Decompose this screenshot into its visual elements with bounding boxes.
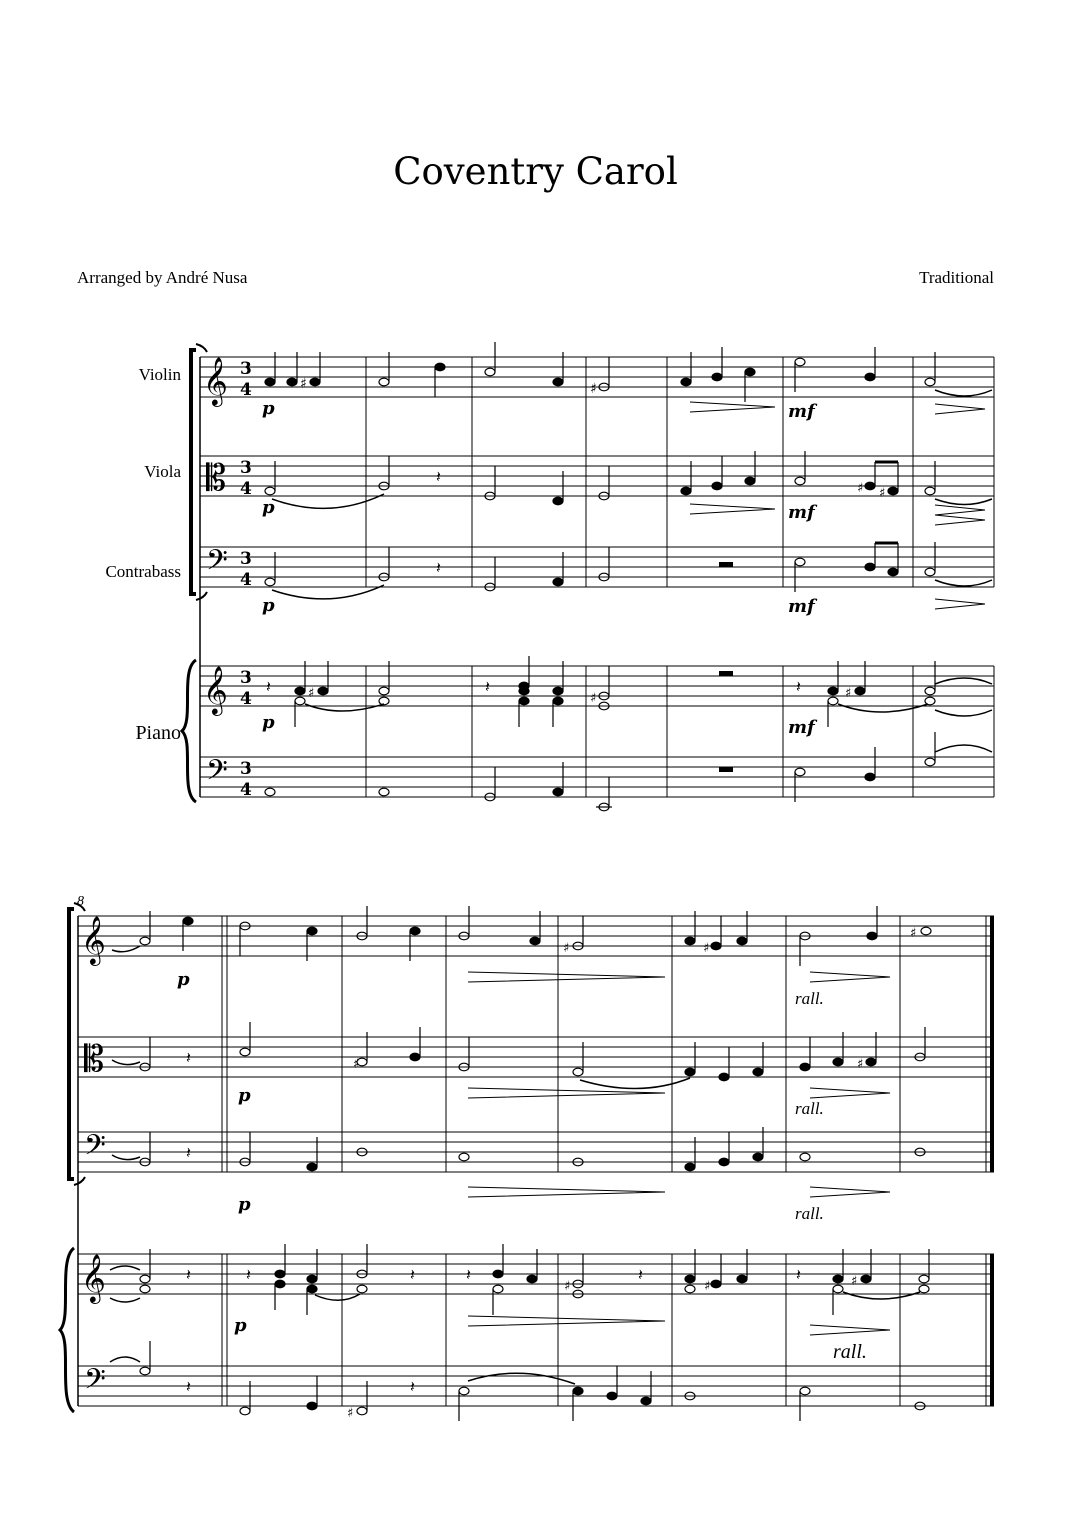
svg-text:𝄞: 𝄞	[81, 1253, 106, 1302]
svg-text:𝄽: 𝄽	[638, 1265, 643, 1284]
measure-number: 8	[77, 894, 84, 909]
svg-text:♯: ♯	[857, 481, 864, 496]
svg-text:p: p	[177, 969, 190, 990]
svg-text:rall.: rall.	[795, 989, 824, 1008]
instrument-label-contrabass: Contrabass	[105, 562, 181, 581]
svg-text:♯: ♯	[308, 686, 315, 701]
svg-text:♯: ♯	[845, 686, 852, 701]
piano-treble-notes-sys2	[140, 1244, 929, 1315]
svg-text:𝄞: 𝄞	[203, 356, 228, 405]
svg-text:𝄞: 𝄞	[81, 915, 106, 964]
instrument-label-viola: Viola	[144, 462, 181, 481]
svg-text:𝄢: 𝄢	[206, 544, 228, 584]
svg-text:𝄽: 𝄽	[246, 1265, 251, 1284]
svg-text:4: 4	[240, 780, 252, 800]
svg-text:mf: mf	[788, 401, 815, 422]
svg-text:♯: ♯	[910, 926, 917, 941]
svg-text:♯: ♯	[851, 1274, 858, 1289]
svg-text:p: p	[234, 1315, 247, 1336]
page-title: Coventry Carol	[393, 150, 678, 193]
svg-text:p: p	[262, 497, 275, 518]
svg-text:♯: ♯	[300, 376, 307, 392]
svg-text:𝄡: 𝄡	[206, 458, 227, 499]
barlines-piano-2	[222, 1254, 992, 1406]
svg-text:♯: ♯	[857, 1057, 864, 1072]
svg-text:𝄽: 𝄽	[186, 1143, 191, 1162]
violin-staff-2	[78, 916, 994, 956]
piano-treble-notes-sys1	[295, 656, 935, 727]
piano-bass-notes-sys2	[140, 1341, 925, 1421]
svg-text:4: 4	[240, 479, 252, 499]
svg-text:𝄢: 𝄢	[84, 1363, 106, 1403]
svg-text:𝄞: 𝄞	[203, 665, 228, 714]
svg-text:p: p	[262, 595, 275, 616]
time-signatures	[240, 359, 252, 800]
svg-text:♯: ♯	[564, 1279, 571, 1294]
svg-text:4: 4	[240, 570, 252, 590]
instrument-label-violin: Violin	[138, 365, 181, 384]
svg-text:p: p	[238, 1194, 251, 1215]
svg-text:♯: ♯	[590, 381, 597, 397]
barlines-strings	[366, 357, 994, 587]
svg-text:𝄢: 𝄢	[206, 754, 228, 794]
svg-text:𝄢: 𝄢	[84, 1129, 106, 1169]
svg-text:rall.: rall.	[795, 1099, 824, 1118]
svg-text:𝄽: 𝄽	[485, 677, 490, 696]
svg-text:𝄡: 𝄡	[84, 1039, 105, 1080]
svg-text:♯: ♯	[590, 691, 597, 706]
svg-text:𝄽: 𝄽	[466, 1265, 471, 1284]
svg-text:𝄽: 𝄽	[186, 1377, 191, 1396]
svg-text:♯: ♯	[347, 1406, 354, 1421]
svg-text:𝄽: 𝄽	[410, 1377, 415, 1396]
svg-text:rall.: rall.	[795, 1204, 824, 1223]
svg-text:𝄽: 𝄽	[410, 1265, 415, 1284]
svg-text:𝄽: 𝄽	[796, 677, 801, 696]
svg-text:3: 3	[240, 359, 252, 379]
contrabass-staff-2	[78, 1132, 994, 1172]
svg-text:𝄽: 𝄽	[436, 467, 441, 486]
piano-treble-staff	[200, 666, 994, 706]
viola-notes-sys2	[140, 1022, 925, 1081]
svg-text:mf: mf	[788, 717, 815, 738]
instrument-label-piano: Piano	[135, 722, 181, 744]
svg-text:𝄽: 𝄽	[436, 558, 441, 577]
svg-text:mf: mf	[788, 502, 815, 523]
composer-credit: Traditional	[919, 268, 994, 287]
svg-text:4: 4	[240, 380, 252, 400]
svg-text:𝄽: 𝄽	[186, 1048, 191, 1067]
svg-text:𝄽: 𝄽	[186, 1265, 191, 1284]
svg-text:𝄽: 𝄽	[796, 1265, 801, 1284]
svg-text:3: 3	[240, 759, 252, 779]
svg-text:♯: ♯	[353, 1057, 360, 1072]
svg-text:♯: ♯	[703, 941, 710, 956]
svg-text:♯: ♯	[704, 1279, 711, 1294]
svg-text:p: p	[262, 712, 275, 733]
svg-text:3: 3	[240, 668, 252, 688]
svg-text:♯: ♯	[879, 486, 886, 501]
arranger-credit: Arranged by André Nusa	[77, 268, 248, 287]
svg-text:3: 3	[240, 458, 252, 478]
contrabass-notes-sys2	[140, 1127, 925, 1171]
svg-text:𝄽: 𝄽	[266, 677, 271, 696]
svg-text:4: 4	[240, 689, 252, 709]
piano-bass-staff-2	[78, 1366, 994, 1406]
svg-text:p: p	[262, 398, 275, 419]
svg-text:p: p	[238, 1085, 251, 1106]
svg-text:rall.: rall.	[833, 1341, 867, 1363]
svg-text:mf: mf	[788, 596, 815, 617]
svg-text:♯: ♯	[563, 941, 570, 956]
svg-text:3: 3	[240, 549, 252, 569]
